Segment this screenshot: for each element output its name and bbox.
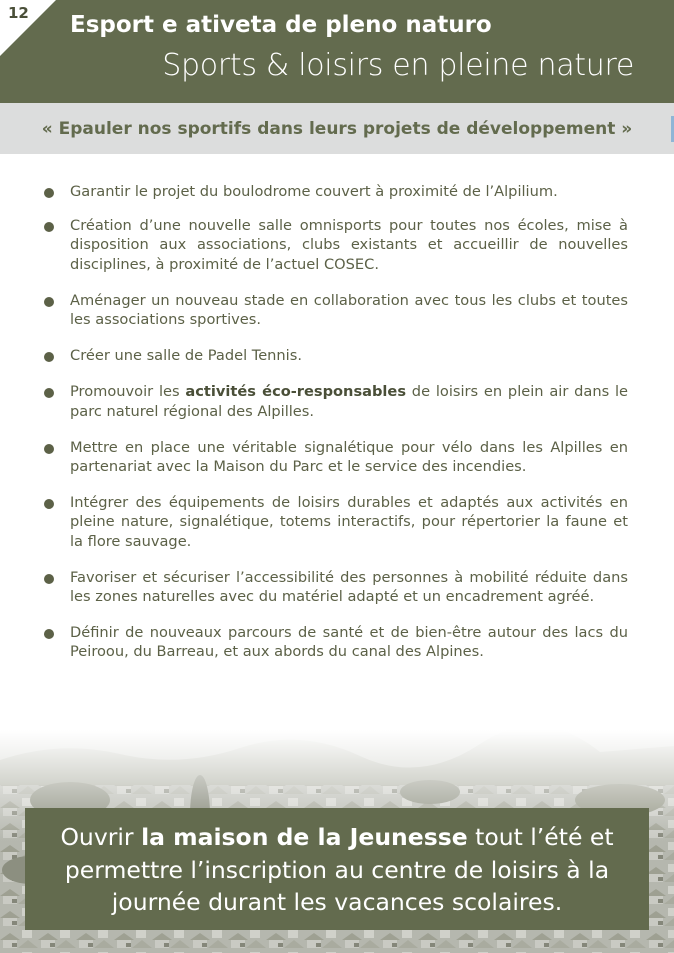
title-occitan: Esport e ativeta de pleno naturo	[70, 12, 492, 38]
youth-house-highlight: la maison de la Jeunesse	[141, 823, 468, 851]
list-item: Intégrer des équipements de loisirs durables et adaptés aux activités en pleine nature, signalétique, totems interactifs, pour répertorier la faune et la flore sauvage.	[44, 493, 628, 551]
bullet-dot-icon	[44, 444, 54, 454]
tagline-band	[0, 103, 674, 154]
list-item: Créer une salle de Padel Tennis.	[44, 346, 628, 365]
youth-house-text: Ouvrir la maison de la Jeunesse tout l’été et permettre l’inscription au centre de loisirs à la journée durant les vacances scolaires.	[60, 823, 614, 916]
bullet-dot-icon	[44, 574, 54, 584]
bullet-dot-icon	[44, 388, 54, 398]
list-item: Aménager un nouveau stade en collaboration avec tous les clubs et toutes les associations sportives.	[44, 291, 628, 329]
highlight-eco: activités éco-responsables	[185, 383, 407, 401]
tagline: « Epauler nos sportifs dans leurs projets de développement »	[41, 119, 633, 139]
list-item: Définir de nouveaux parcours de santé et de bien-être autour des lacs du Peiroou, du Barreau, et aux abords du canal des Alpines.	[44, 623, 628, 661]
list-item: Mettre en place une véritable signalétique pour vélo dans les Alpilles en partenariat avec la Maison du Parc et le service des incendies.	[44, 438, 628, 476]
title-french: Sports & loisirs en pleine nature	[162, 48, 634, 83]
bullet-dot-icon	[44, 297, 54, 307]
list-item: Favoriser et sécuriser l’accessibilité des personnes à mobilité réduite dans les zones naturelles avec du matériel adapté et un encadrement agréé.	[44, 568, 628, 606]
bullet-dot-icon	[44, 222, 54, 232]
list-item: Garantir le projet du boulodrome couvert à proximité de l’Alpilium.	[44, 182, 628, 201]
youth-house-box	[25, 808, 649, 930]
page-number: 12	[8, 4, 29, 22]
page-header	[0, 0, 674, 103]
list-item: Création d’une nouvelle salle omnisports pour toutes nos écoles, mise à disposition aux associations, clubs existants et accueillir de nouvelles disciplines, à proximité de l’actuel COSEC.	[44, 216, 628, 274]
bullet-dot-icon	[44, 629, 54, 639]
list-item: Promouvoir les activités éco-responsables de loisirs en plein air dans le parc naturel régional des Alpilles.	[44, 382, 628, 420]
bullet-dot-icon	[44, 188, 54, 198]
bullet-dot-icon	[44, 352, 54, 362]
bullet-dot-icon	[44, 499, 54, 509]
commitments-list	[44, 182, 628, 662]
